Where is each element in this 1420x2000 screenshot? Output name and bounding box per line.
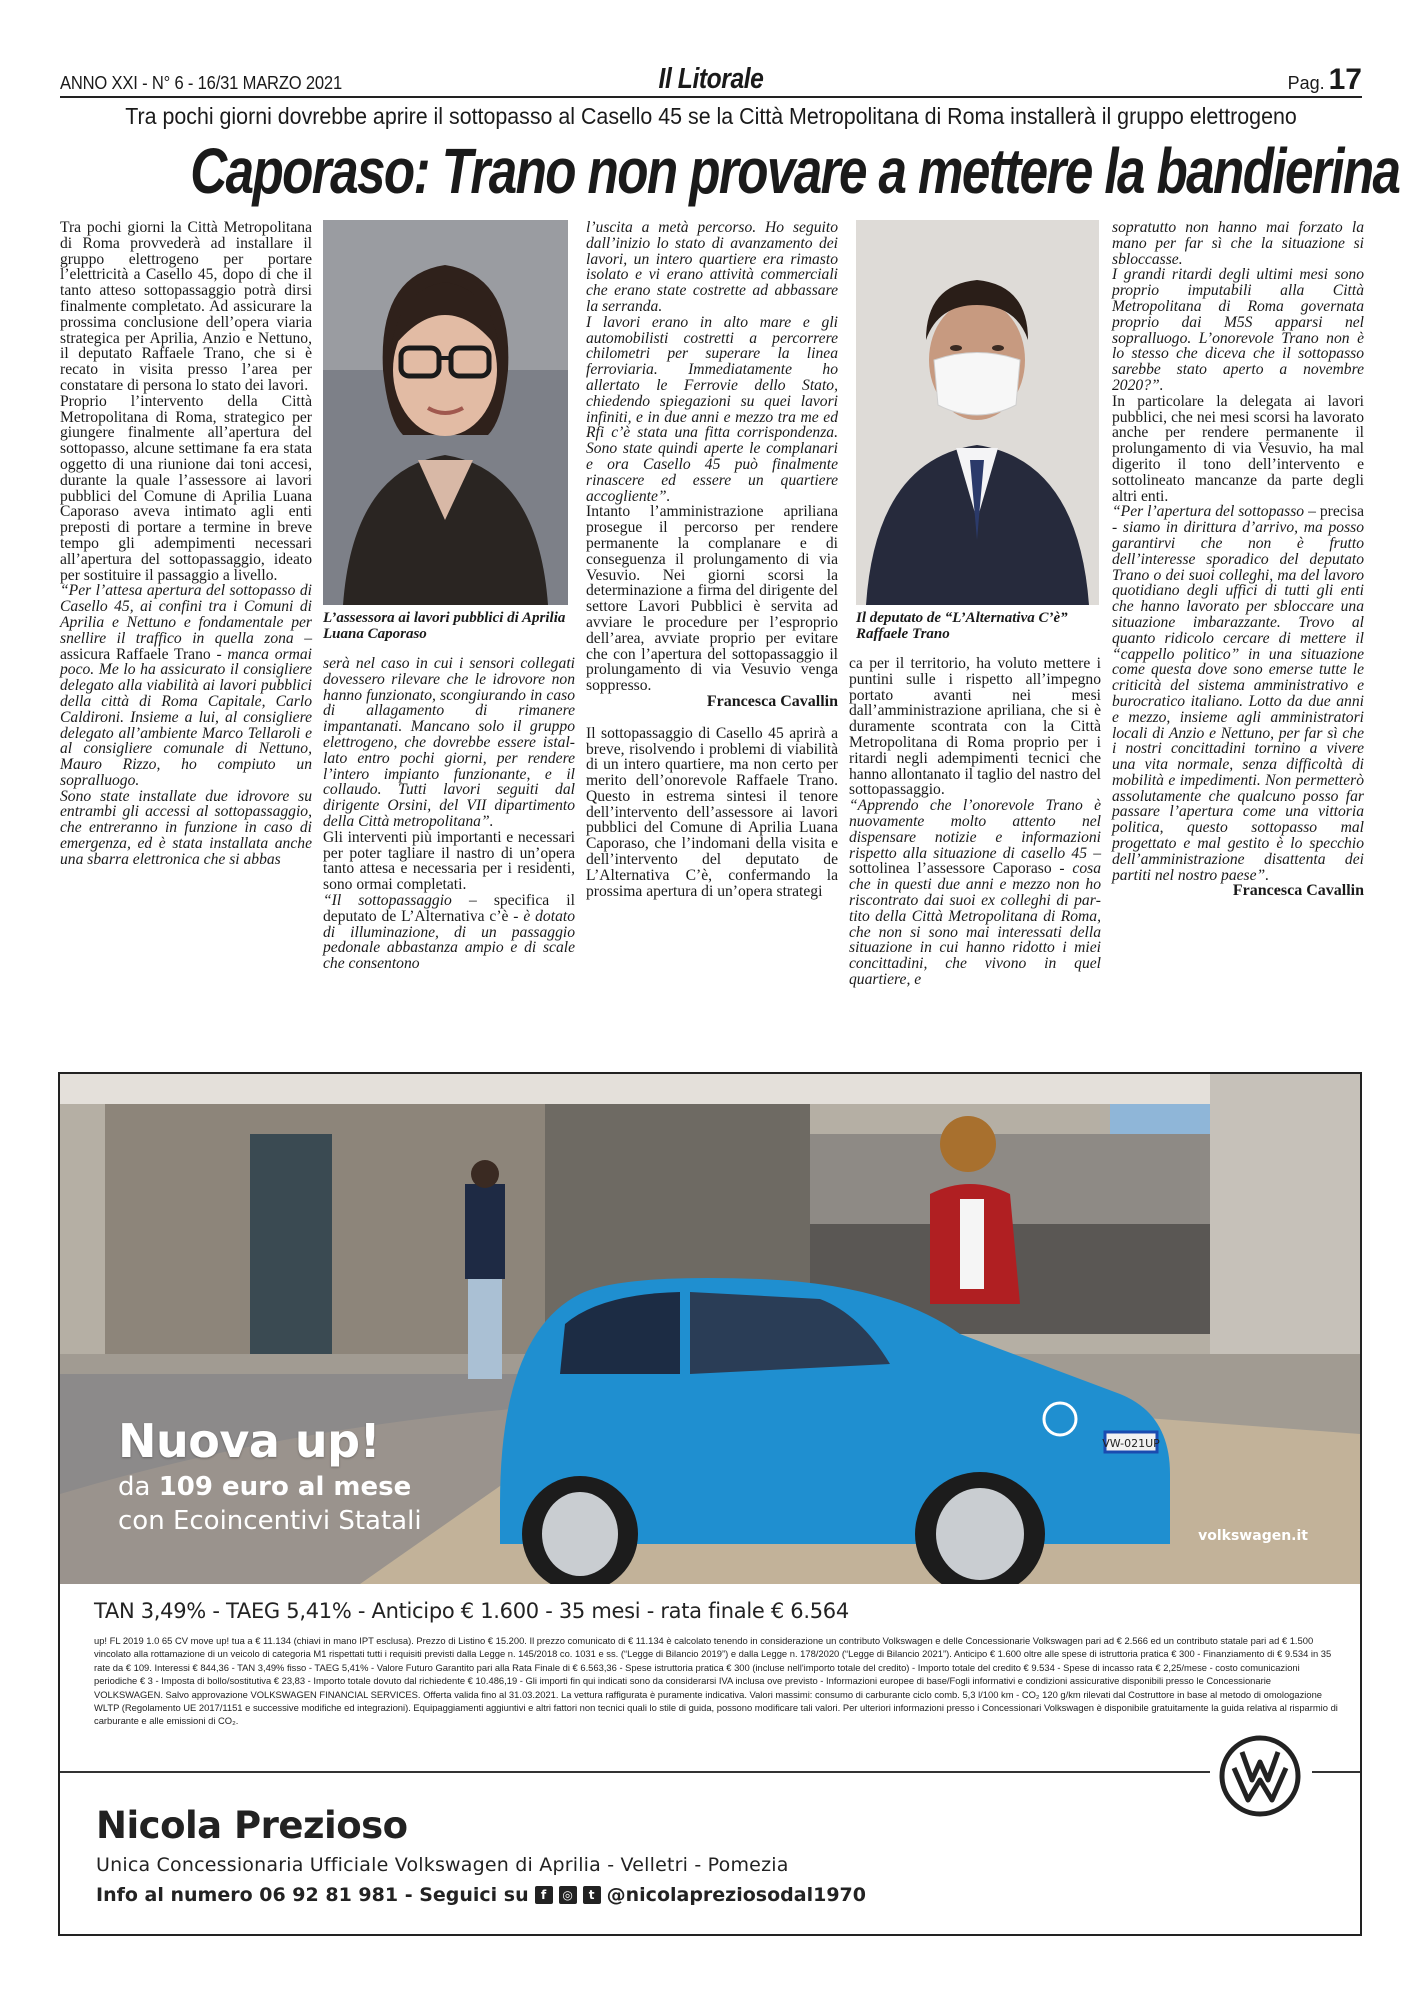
photo-caption: L’assessora ai lavori pubblici di Aprilia Luana Caporaso — [323, 610, 566, 642]
twitter-icon[interactable]: t — [583, 1886, 601, 1904]
divider — [60, 1771, 1210, 1773]
author-signature: Francesca Cavallin — [706, 692, 838, 710]
photo-raffaele-trano — [856, 220, 1099, 605]
article-column-1 — [60, 220, 312, 868]
paragraph: Il sottopassaggio di Casello 45 aprirà a breve, risolvendo i problemi di viabilità di un intero quartiere, ma non certo per merito dell’onorevole Raffaele Trano. Questo in estrema sintesi il tenore dell’intervento dell’assessore ai lavori pubblici del Comune di Aprilia Luana Caporaso, che l’indomani della visita e dell’intervento del deputato de L’Alternativa C’è, confermando la prossima apertura di un’opera strategi — [586, 724, 838, 900]
social-handle[interactable]: @nicolapreziosodal1970 — [606, 1884, 866, 1906]
dealer-contact — [96, 1884, 866, 1906]
ad-website-link[interactable]: volkswagen.it — [1198, 1528, 1308, 1544]
article-column-4 — [849, 656, 1101, 988]
paragraph: Tra pochi giorni la Città Metropolitana di Roma provvederà ad installare il gruppo elettrogeno per portare l’elettricità a Casello 45, dopo di che il tanto atteso sottopassaggio potrà dirsi finalmente completato. Ad assicurare la prossima conclusione dell’opera viaria strategica per Aprilia, Anzio e Nettuno, il deputato Raffaele Trano, che si è recato in visita presso l’area per constatare di persona lo stato dei lavori. — [60, 219, 312, 394]
ad-legal-text: up! FL 2019 1.0 65 CV move up! tua a € 11.134 (chiavi in mano IPT esclusa). Prezzo di Listino € 15.200. Il prezzo comunicato di € 11.134 è calcolato tenendo in considerazione un contributo Volkswagen e delle Concessionarie Volkswagen pari ad € 2.566 ed un contributo statale pari ad € 1.500 vincolato alla rottamazione di un veicolo di categoria M1 rispettati tutti i requisiti previsti dalla Legge n. 145/2018 co. 1031 e ss. (“Legge di Bilancio 2019”) e dalla Legge n. 178/2020 (“Legge di Bilancio 2021”). Anticipo € 1.600 oltre alle spese di istruttoria pratica € 300 - Finanziamento di € 9.534 in 35 rate da € 109. Interessi € 844,36 - TAN 3,49% fisso - TAEG 5,41% - Valore Futuro Garantito pari alla Rata Finale di € 6.563,36 - Spese istruttoria pratica € 300 (incluse nell'importo totale del credito) - Importo totale del credito € 9.534 - Spese di incasso rata € 2,25/mese - costo comunicazioni periodiche € 3 - Imposta di bollo/sostitutiva € 23,83 - Importo totale dovuto dal richiedente € 10.486,19 - Gli importi fin qui indicati sono da considerarsi IVA inclusa ove previsto - Informazioni europee di base/Fogli informativi e condizioni assicurative disponibili presso le Concessionarie VOLKSWAGEN. Salvo approvazione VOLKSWAGEN FINANCIAL SERVICES. Offerta valida fino al 31.03.2021. La vettura raffigurata è puramente indicativa. Valori massimi: consumo di carburante ciclo comb. 5,3 l/100 km - CO₂ 120 g/km rilevati dal Costruttore in base al metodo di omologazione WLTP (Regolamento UE 2017/1151 e successive modifiche ed integrazioni). Equipaggiamenti aggiuntivi e altri fattori non tecnici quali lo stile di guida, possono modificare tali valori. Per ulteriori informazioni presso i Concessionari Volkswagen è disponibile gratuitamente la guida relativa al risparmio di carburante e alle emissioni di CO₂. — [94, 1635, 1338, 1727]
article-column-5 — [1112, 220, 1364, 899]
page-number — [1288, 63, 1362, 97]
quote-paragraph: “Il sottopassaggio – specifica il deputato de L’Alternativa c’è - è dotato di illuminazione, di un passaggio pedonale abbastanza ampio e di scale che consentono — [323, 891, 575, 973]
ad-financing-terms: TAN 3,49% - TAEG 5,41% - Anticipo € 1.600 - 35 mesi - rata finale € 6.564 — [94, 1599, 849, 1623]
page-number-value: 17 — [1328, 63, 1362, 96]
quote-paragraph: I lavori erano in alto mare e gli automobilisti costretti a percorrere chilometri per superare la linea ferroviaria. Immediatamente ho allertato le Ferrovie dello Stato, chiedendo spiegazioni su quei lavori infiniti, e in due anni e mezzo tra me ed Rfi c’è stata una fitta corrispondenza. Sono state quindi aperte le complanari e ora Casello 45 può finalmente rinascere ed essere un quartiere accogliente”. — [586, 313, 838, 505]
portrait-man-image — [856, 220, 1099, 605]
article-kicker: Tra pochi giorni dovrebbe aprire il sottopasso al Casello 45 se la Città Metropolitana di Roma installerà il gruppo elettrogeno — [125, 103, 1297, 129]
author-signature: Francesca Cavallin — [1232, 882, 1364, 900]
spacer — [586, 710, 838, 726]
issue-info: ANNO XXI - N° 6 - 16/31 MARZO 2021 — [60, 73, 342, 93]
quote-paragraph: serà nel caso in cui i sensori collegati dovessero rilevare che le idrovore non hanno funzionato, scongiurando in caso di allagamento di rimanere impantanati. Mancano solo il gruppo elettrogeno, che dovrebbe essere istallato entro pochi giorni, per rendere l’intero impianto funzionante, e il collaudo. Tutti lavori seguiti dal dirigente Orsini, del VII dipartimento della Città metropolitana”. — [323, 655, 575, 830]
ad-headline: Nuova up! — [118, 1414, 381, 1468]
ad-photo — [60, 1074, 1360, 1584]
newspaper-title: Il Litorale — [658, 63, 764, 95]
quote-paragraph: sopratutto non hanno mai forzato la mano per far sì che la situazione si sbloccasse. — [1112, 219, 1364, 268]
quote-paragraph: “Per l’attesa apertura del sottopasso di Casello 45, ai confini tra i Comuni di Aprilia e Nettuno e fondamentale per snellire il traffico in quella zona – assicura Raffaele Trano - manca ormai poco. Me lo ha assicurato il consigliere delegato alla viabilità ai lavori pubblici della città di Roma Capitale, Carlo Caldironi. Insieme a lui, al consigliere delegato all’ambiente Marco Tellaroli e al consigliere comunale di Nettuno, Mauro Rizzo, ho compiuto un sopralluogo. — [60, 582, 312, 789]
dealer-description: Unica Concessionaria Ufficiale Volkswagen di Aprilia - Velletri - Pomezia — [96, 1854, 789, 1876]
paragraph: In particolare la delegata ai lavori pubblici, che nei mesi scorsi ha lavorato anche per rendere permanente il prolungamento di via Vesuvio, ha mal digerito il tono dell’intervento e sottolineato mancanze da parte degli altri enti. — [1112, 392, 1364, 505]
instagram-icon[interactable]: ◎ — [559, 1886, 577, 1904]
license-plate: VW-021UP — [1102, 1437, 1160, 1450]
article-column-3 — [586, 220, 838, 899]
quote-paragraph: l’uscita a metà percorso. Ho seguito dall’inizio lo stato di avanzamento dei lavori, un intero quartiere era rimasto isolato e vi erano attività commerciali che erano state costrette ad abbassare la serranda. — [586, 219, 838, 315]
paragraph: Intanto l’amministrazione apriliana prosegue il percorso per rendere permanente la complanare e di conseguenza il prolungamento di via Vesuvio. Nei giorni scorsi la determinazione a firma del dirigente del settore Lavori Pubblici è servita ad avviare le procedure per l’esproprio dell’area, avviate proprio per evitare che con l’apertura del sottopassaggio il prolungamento di via Vesuvio venga soppresso. — [586, 503, 838, 695]
paragraph: ca per il territorio, ha voluto mettere i puntini sulle i rispetto all’impegno portato avanti nei mesi dall’amministrazione apriliana, che si è duramente scontrata con la Città Metropolitana di Roma proprio per i ritardi negli adempimenti tecnici che hanno allontanato il taglio del nastro del sottopassaggio. — [849, 655, 1101, 799]
quote-paragraph: Sono state installate due idrovore su entrambi gli accessi al sottopassaggio, che entreranno in funzione in caso di emergenza, ed è stata installata anche una sbarra elettronica che si abbas — [60, 787, 312, 868]
ad-price-line: da 109 euro al mese — [118, 1472, 412, 1502]
quote-paragraph: “Apprendo che l’onorevole Trano è nuovamente molto attento nel dispensare notizie e informazioni rispetto alla situazione di casello 45 – sottolinea l’assessore Caporaso - cosa che in questi due anni e mezzo non ho riscontrato dai suoi ex colleghi di partito della Città Metropolitana di Roma, che non si sono mai interessati della situazione in cui hanno ridotto i miei concittadini, che vivono in quel quartiere, e — [849, 797, 1101, 988]
facebook-icon[interactable]: f — [535, 1886, 553, 1904]
quote-paragraph: “Per l’apertura del sottopasso – precisa - siamo in dirittura d’arrivo, ma posso garantirvi che non è frutto dell’interesse sporadico del deputato Trano o dei suoi colleghi, ma del lavoro quotidiano degli uffici di tutti gli enti che hanno lavorato per sbloccare una situazione imbarazzante. Trovo al quanto ridicolo cercare di mettere il “cappello politico” in una situazione come questa dove sono emerse tutte le criticità del sistema amministrativo e burocratico italiano. Lotto da due anni e mezzo, insieme agli amministratori locali di Anzio e Nettuno, per far sì che i nostri concittadini tornino a vivere una vita normale, senza difficoltà di mobilità e impedimenti. Non permetterò assolutamente che qualcuno posso far passare l’apertura come una vittoria politica, questo sottopasso mal progettato e mal gestito è lo specchio dell’amministrazione disattenta dei partiti nel nostro paese”. — [1112, 503, 1365, 884]
volkswagen-advertisement — [58, 1072, 1362, 1936]
dealer-phone-text: Info al numero 06 92 81 981 - Seguici su — [96, 1884, 529, 1906]
portrait-woman-image — [323, 220, 568, 605]
paragraph: Gli interventi più importanti e necessari per poter tagliare il nastro di un’opera tanto attesa e necessaria per i residenti, sono ormai completati. — [323, 828, 575, 894]
masthead — [60, 62, 1362, 98]
photo-caption: Il deputato de “L’Alternativa C’è” Raffaele Trano — [856, 610, 1068, 642]
quote-paragraph: I grandi ritardi degli ultimi mesi sono proprio imputabili alla Città Metropolitana di Roma governata proprio dai M5S apparsi nel sopralluogo. L’onorevole Trano non è lo stesso che diceva che il sottopasso sarebbe stato aperto a novembre 2020?”. — [1112, 266, 1364, 394]
photo-luana-caporaso — [323, 220, 568, 605]
ad-incentive-line: con Ecoincentivi Statali — [118, 1506, 422, 1536]
article-column-2 — [323, 656, 575, 972]
paragraph: Proprio l’intervento della Città Metropolitana di Roma, strategico per giungere finalmente all’apertura del sottopasso, alcune settimane fa era stata oggetto di una riunione dai toni accesi, durante la quale l’assessore ai lavori pubblici del Comune di Aprilia Luana Caporaso aveva intimato agli enti preposti di portare a termine in breve tempo gli adempimenti necessari all’apertura del sottopassaggio, ideato per sostituire il passaggio a livello. — [60, 392, 312, 584]
volkswagen-logo-icon — [1218, 1734, 1302, 1818]
article-headline: Caporaso: Trano non provare a mettere la bandierina — [190, 135, 1400, 207]
dealer-name: Nicola Prezioso — [96, 1804, 408, 1847]
divider — [1312, 1771, 1360, 1773]
page-label: Pag. — [1287, 73, 1325, 93]
